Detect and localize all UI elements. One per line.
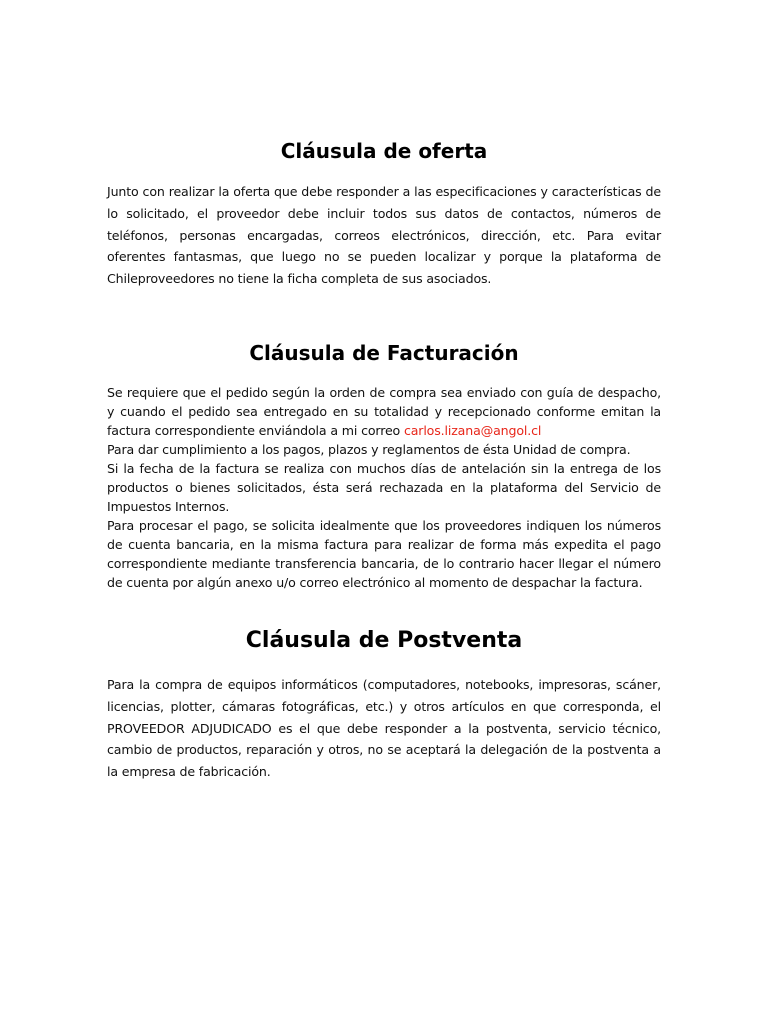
paragraph-oferta: Junto con realizar la oferta que debe responder a las especificaciones y características de lo solicitado, el proveedor debe incluir todos sus datos de contactos, números de teléfonos, personas encargadas, correos electrónicos, dirección, etc. Para evitar oferentes fantasmas, que luego no se pueden localizar y porque la plataforma de Chileproveedores no tiene la ficha completa de sus asociados. bbox=[107, 184, 661, 287]
section-title-oferta: Cláusula de oferta bbox=[280, 139, 488, 163]
paragraph-postventa: Para la compra de equipos informáticos (computadores, notebooks, impresoras, scáner, licencias, plotter, cámaras fotográficas, etc.) y otros artículos en que corresponda, el PROVEEDOR ADJUDICADO es el que debe responder a la postventa, servicio técnico, cambio de productos, reparación y otros, no se aceptará la delegación de la postventa a la empresa de fabricación. bbox=[107, 677, 661, 780]
section-body-facturacion bbox=[107, 383, 661, 592]
paragraph-facturacion-pago: Para procesar el pago, se solicita idealmente que los proveedores indiquen los números de cuenta bancaria, en la misma factura para realizar de forma más expedita el pago correspondiente mediante transferencia bancaria, de lo contrario hacer llegar el número de cuenta por algún anexo u/o correo electrónico al momento de despachar la factura. bbox=[107, 518, 661, 590]
section-title-postventa: Cláusula de Postventa bbox=[245, 628, 523, 653]
section-body-oferta bbox=[107, 181, 661, 290]
paragraph-facturacion-envio bbox=[107, 383, 661, 440]
section-title-facturacion: Cláusula de Facturación bbox=[249, 341, 519, 365]
email-link[interactable]: carlos.lizana@angol.cl bbox=[403, 423, 542, 438]
paragraph-facturacion-envio-text: Se requiere que el pedido según la orden de compra sea enviado con guía de despacho, y cuando el pedido sea entregado en su totalidad y recepcionado conforme emitan la factura correspondiente enviándola a mi correo bbox=[107, 385, 661, 438]
section-body-postventa bbox=[107, 674, 661, 783]
paragraph-facturacion-fecha: Si la fecha de la factura se realiza con muchos días de antelación sin la entrega de los productos o bienes solicitados, ésta será rechazada en la plataforma del Servicio de Impuestos Internos. bbox=[107, 461, 661, 514]
paragraph-facturacion-cumplimiento: Para dar cumplimiento a los pagos, plazos y reglamentos de ésta Unidad de compra. bbox=[107, 442, 631, 457]
